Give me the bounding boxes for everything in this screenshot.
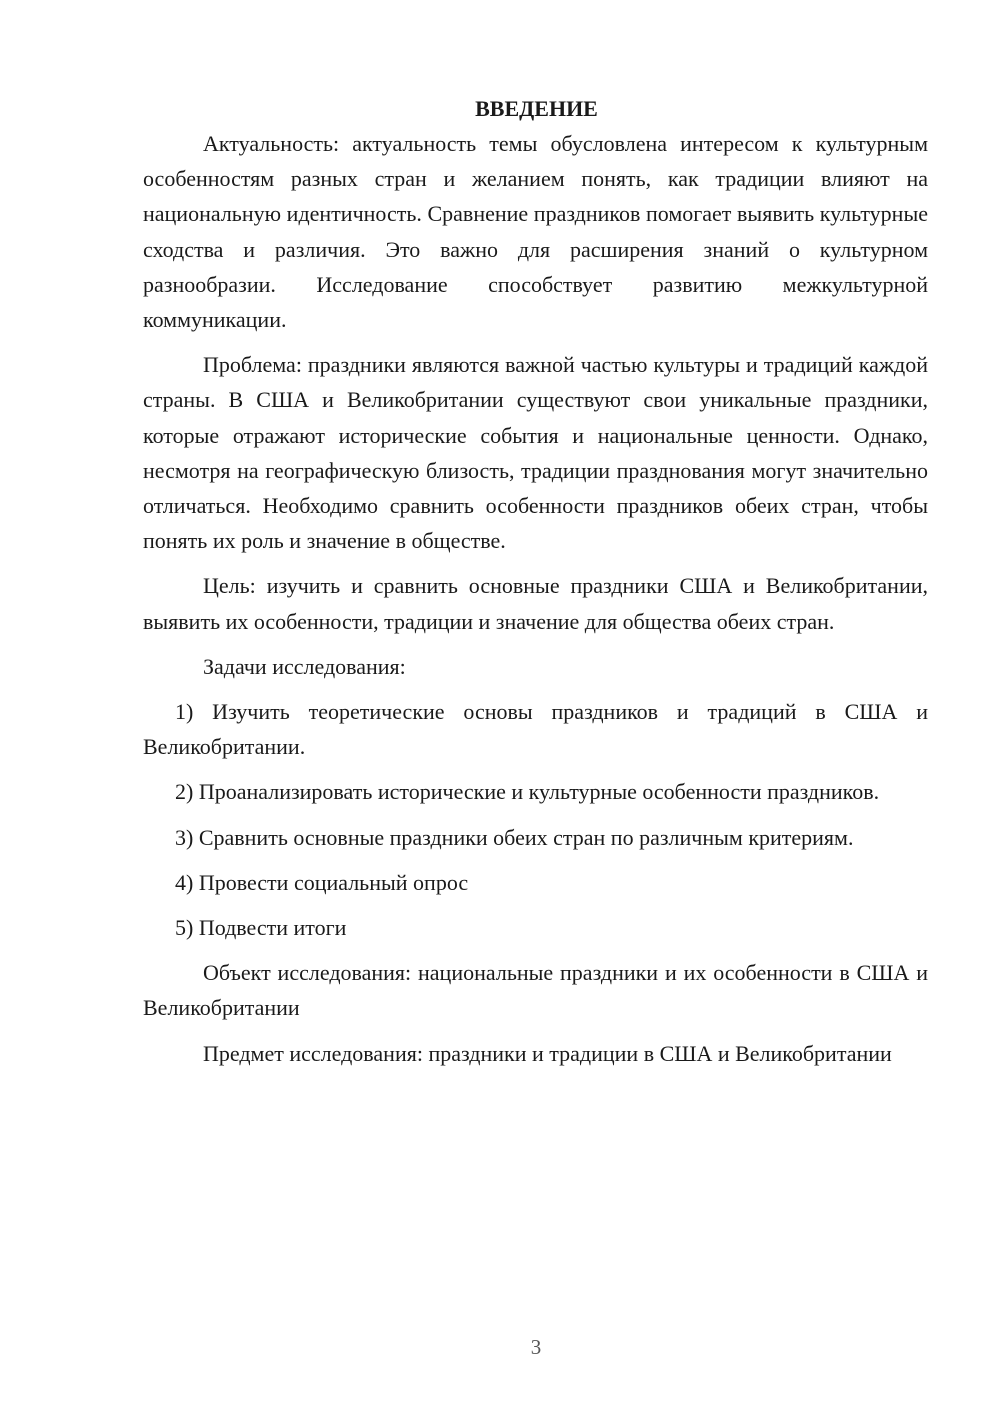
paragraph-relevance: Актуальность: актуальность темы обусловлена интересом к культурным особенностям разных стран и желанием понять, как традиции влияют на национальную идентичность. Сравнение праздников помогает выявить культурные сходства и различия. Это важно для расширения знаний о культурном разнообразии. Исследование способствует развитию межкультурной коммуникации. <box>143 131 928 333</box>
paragraph-problem: Проблема: праздники являются важной частью культуры и традиций каждой страны. В США и Великобритании существуют свои уникальные праздники, которые отражают исторические события и национальные ценности. Однако, несмотря на географическую близость, традиции празднования могут значительно отличаться. Необходимо сравнить особенности праздников обеих стран, чтобы понять их роль и значение в обществе. <box>143 352 928 554</box>
task-item: 5) Подвести итоги <box>175 915 347 941</box>
task-item: 1) Изучить теоретические основы праздников и традиций в США и Великобритании. <box>143 699 928 760</box>
page-content <box>143 91 928 1081</box>
paragraph-object: Объект исследования: национальные праздники и их особенности в США и Великобритании <box>143 960 928 1021</box>
task-item: 4) Провести социальный опрос <box>175 869 469 895</box>
paragraph-goal: Цель: изучить и сравнить основные праздники США и Великобритании, выявить их особенности, традиции и значение для общества обеих стран. <box>143 573 928 634</box>
paragraph-tasks-heading: Задачи исследования: <box>203 653 406 679</box>
page-title: ВВЕДЕНИЕ <box>475 96 598 121</box>
task-item: 2) Проанализировать исторические и культурные особенности праздников. <box>175 779 880 805</box>
task-item: 3) Сравнить основные праздники обеих стран по различным критериям. <box>175 824 854 850</box>
paragraph-subject: Предмет исследования: праздники и традиции в США и Великобритании <box>203 1040 892 1066</box>
page-number: 3 <box>530 1335 542 1359</box>
